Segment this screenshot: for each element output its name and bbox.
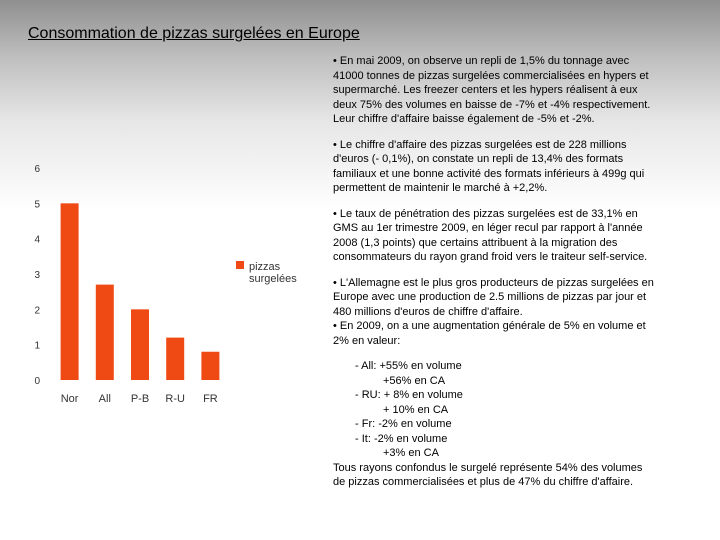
bar-fr <box>201 352 219 380</box>
y-tick-label: 4 <box>34 234 40 246</box>
text-line: - It: -2% en volume <box>355 432 448 445</box>
text-line: • En mai 2009, on observe un repli de 1,5% du tonnage avec <box>333 55 630 67</box>
text-line: - RU: + 8% en volume <box>355 389 463 401</box>
text-line: 480 millions d'euros de chiffre d'affaire. <box>333 305 523 318</box>
text-line: permettent de maintenir le marché à +2,2%. <box>333 182 548 194</box>
text-line: • En 2009, on a une augmentation générale de 5% en volume et <box>333 320 646 332</box>
text-line: +3% en CA <box>383 447 439 459</box>
bar-r-u <box>166 338 184 380</box>
x-tick-label: Nor <box>60 393 79 405</box>
text-line: de pizzas commercialisées et plus de 47% du chiffre d'affaire. <box>333 476 634 488</box>
text-line: • Le taux de pénétration des pizzas surgelées est de 33,1% en <box>333 207 638 220</box>
bar-chart <box>0 150 320 420</box>
text-line: deux 75% des volumes en baisse de -7% et -4% respectivement. <box>333 98 651 111</box>
text-line: Leur chiffre d'affaire baisse également de -5% et -2%. <box>333 113 595 125</box>
y-tick-label: 6 <box>34 164 40 175</box>
text-line: 41000 tonnes de pizzas surgelées commercialisées en hypers et <box>333 69 649 82</box>
y-tick-label: 5 <box>34 199 40 211</box>
y-tick-label: 2 <box>34 305 40 317</box>
text-line: d'euros (- 0,1%), on constate un repli de 13,4% des formats <box>333 153 624 165</box>
legend-label: surgelées <box>249 273 297 285</box>
text-line: • Le chiffre d'affaire des pizzas surgelées est de 228 millions <box>333 138 627 151</box>
bar-p-b <box>131 309 149 380</box>
x-tick-label: All <box>98 393 111 405</box>
x-tick-label: FR <box>203 393 218 405</box>
text-line: • L'Allemagne est le plus gros producteurs de pizzas surgelées en <box>333 276 654 289</box>
text-line: + 10% en CA <box>383 403 449 416</box>
text-line: Tous rayons confondus le surgelé représente 54% des volumes <box>333 461 643 474</box>
x-tick-label: R-U <box>165 393 185 405</box>
bar-all <box>96 285 114 380</box>
x-tick-label: P-B <box>130 393 150 405</box>
paragraph-5 <box>333 359 688 490</box>
text-line: - All: +55% en volume <box>355 360 462 372</box>
text-line: consommateurs du rayon grand froid vers le traiteur self-service. <box>333 251 648 263</box>
bar-nor <box>61 203 79 380</box>
y-tick-label: 0 <box>34 376 40 387</box>
text-line: familiaux et une bonne activité des formats inférieurs à 499g qui <box>333 167 645 180</box>
paragraph-2 <box>333 138 688 196</box>
text-block <box>333 54 688 501</box>
text-line: 2% en valeur: <box>333 334 401 347</box>
text-line: +56% en CA <box>383 374 446 387</box>
paragraph-4 <box>333 276 688 349</box>
text-line: Europe avec une production de 2.5 millions de pizzas par jour et <box>333 291 647 303</box>
paragraph-1 <box>333 54 688 127</box>
y-tick-label: 1 <box>34 340 40 352</box>
text-line: - Fr: -2% en volume <box>355 418 452 430</box>
text-line: 2008 (1,3 points) que certains attribuent à la migration des <box>333 236 618 249</box>
paragraph-3 <box>333 207 688 265</box>
y-tick-label: 3 <box>34 270 40 281</box>
text-line: supermarché. Les freezer centers et les hypers réalisent à eux <box>333 84 638 96</box>
slide-title: Consommation de pizzas surgelées en Europe <box>28 25 360 42</box>
legend-swatch <box>236 261 244 269</box>
legend-label: pizzas <box>249 261 281 273</box>
text-line: GMS au 1er trimestre 2009, en léger recul par rapport à l'année <box>333 222 643 234</box>
